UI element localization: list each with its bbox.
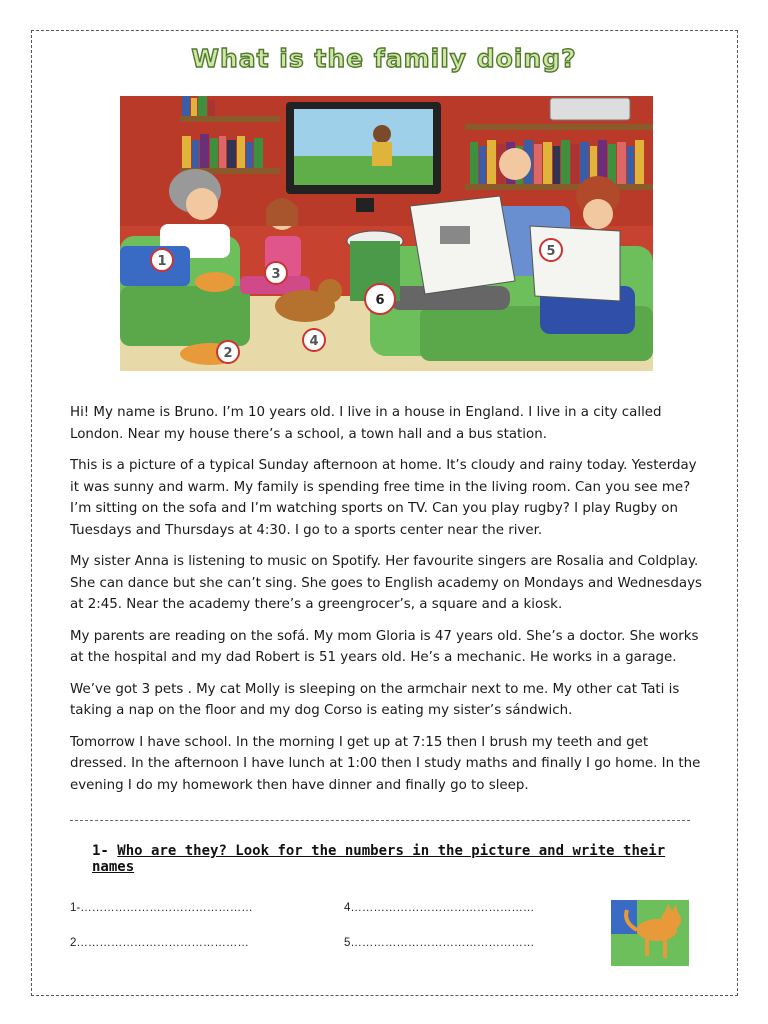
worksheet-title: What is the family doing? bbox=[191, 44, 577, 73]
marker-label-3: 3 bbox=[271, 267, 281, 282]
marker-label-6: 6 bbox=[375, 293, 385, 308]
exercise-question-text: Who are they? Look for the numbers in the picture and write their names bbox=[92, 843, 666, 875]
marker-label-5: 5 bbox=[546, 244, 556, 259]
answer-line-4[interactable]: 4………………………………………… bbox=[344, 902, 535, 914]
section-divider bbox=[70, 820, 690, 821]
marker-label-1: 1 bbox=[157, 254, 167, 269]
marker-label-2: 2 bbox=[223, 346, 233, 361]
paragraph-tomorrow: Tomorrow I have school. In the morning I get up at 7:15 then I brush my teeth and get dressed. In the afternoon I have lunch at 1:00 then I study maths and finally I go home. In the evening I do my homework then have dinner and finally go to sleep. bbox=[70, 734, 701, 793]
paragraph-sunday: This is a picture of a typical Sunday afternoon at home. It’s cloudy and rainy today. Yesterday it was sunny and warm. My family is spending free time in the living room. Can you see me? I’m sitting on the sofa and I’m watching sports on TV. Can you play rugby? I play Rugby on Tuesdays and Thursdays at 4:30. I go to a sports center near the river. bbox=[70, 458, 697, 538]
paragraph-parents: My parents are reading on the sofá. My mom Gloria is 47 years old. She’s a doctor. She works at the hospital and my dad Robert is 51 years old. He’s a mechanic. He works in a garage. bbox=[70, 628, 699, 665]
reading-text bbox=[70, 402, 705, 806]
family-living-room-illustration bbox=[120, 96, 653, 371]
marker-label-4: 4 bbox=[309, 334, 319, 349]
answer-line-1[interactable]: 1-……………………………………… bbox=[70, 902, 253, 914]
answer-line-5[interactable]: 5………………………………………… bbox=[344, 937, 535, 949]
paragraph-sister: My sister Anna is listening to music on Spotify. Her favourite singers are Rosalia and Coldplay. She can dance but she can’t sing. She goes to English academy on Mondays and Wednesdays at 2:45. Near the academy there’s a greengrocer’s, a square and a kiosk. bbox=[70, 554, 702, 612]
paragraph-intro: Hi! My name is Bruno. I’m 10 years old. I live in a house in England. I live in a city called London. Near my house there’s a school, a town hall and a bus station. bbox=[70, 405, 662, 442]
cat-thumbnail-image bbox=[611, 900, 689, 966]
paragraph-pets: We’ve got 3 pets . My cat Molly is sleeping on the armchair next to me. My other cat Tati is taking a nap on the floor and my dog Corso is eating my sister’s sándwich. bbox=[70, 681, 680, 718]
exercise-question bbox=[92, 843, 712, 875]
answer-line-2[interactable]: 2……………………………………… bbox=[70, 937, 249, 949]
exercise-number: 1- bbox=[92, 843, 109, 859]
